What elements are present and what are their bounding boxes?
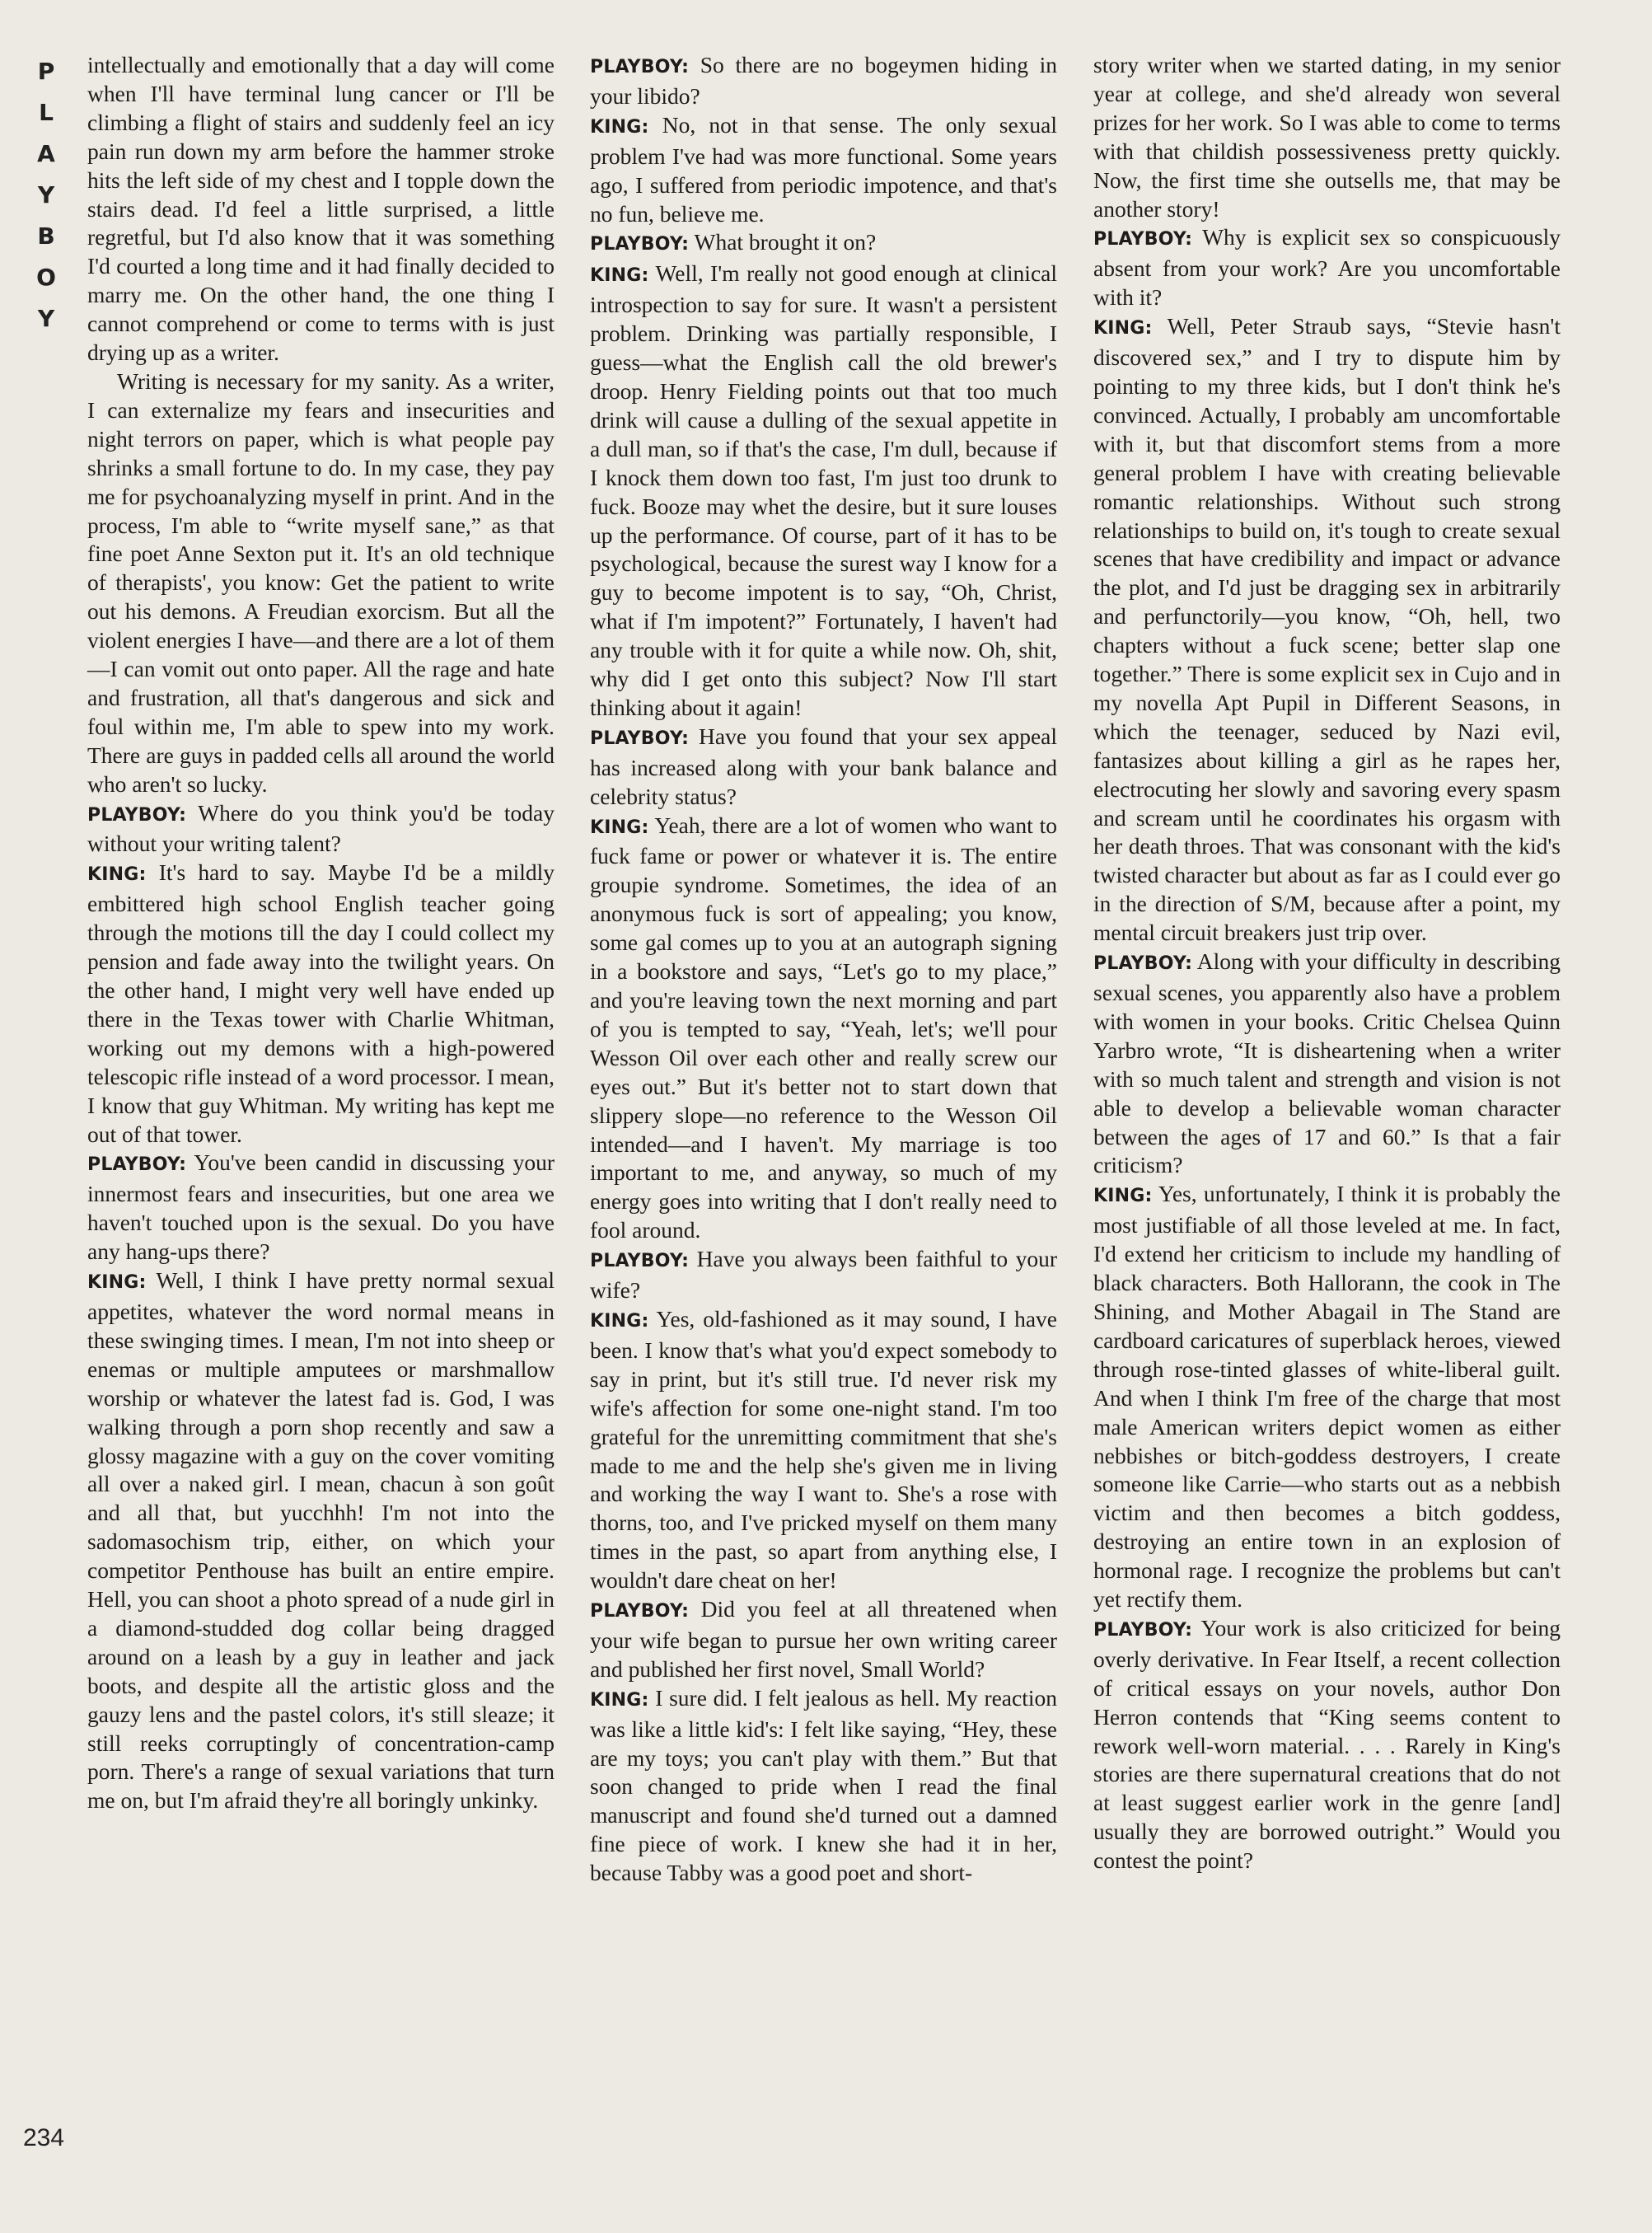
paragraph-text: Yes, unfortunately, I think it is probably the most justifiable of all those leveled at me. In fact, I'd extend her criticism to include my handling of black characters. Both Hallorann, the cook in The Shining, and Mother Abagail in The Stand are cardboard caricatures of superblack heroes, viewed through rose-tinted glasses of white-liberal guilt. And when I think I'm free of the charge that most male American writers depict women as either nebbishes or bitch-goddess destroyers, I create someone like Carrie—who starts out as a nebbish victim and then becomes a bitch goddess, destroying an entire town in an explosion of hormonal rage. I recognize the problems but can't yet rectify them.: [1093, 1181, 1561, 1613]
paragraph-text: Well, I'm really not good enough at clinical introspection to say for sure. It wasn't a persistent problem. Drinking was partially responsible, I guess—what the English call the old brewer's droop. Henry Fielding points out that too much drink will cause a dulling of the sexual appetite in a dull man, so if that's the case, I'm dull, because if I knock them down too fast, I'm just too drunk to fuck. Booze may whet the desire, but it sure louses up the performance. Of course, part of it has to be psychological, because the surest way I know for a guy to become impotent is to say, “Oh, Christ, what if I'm impotent?” Fortunately, I haven't had any trouble with it for quite a while now. Oh, shit, why did I get onto this subject? Now I'll start thinking about it again!: [590, 260, 1057, 720]
speaker-label: PLAYBOY:: [1093, 229, 1193, 250]
sidebar-letter: O: [36, 264, 56, 291]
paragraph-text: It's hard to say. Maybe I'd be a mildly embittered high school English teacher going through the motions till the day I could collect my pension and fade away into the twilight years. On the other hand, I might very well have ended up there in the Texas tower with Charlie Whitman, working out my demons with a high-powered telescopic rifle instead of a word processor. I mean, I know that guy Whitman. My writing has kept me out of that tower.: [87, 859, 555, 1147]
paragraph-text: Have you always been faithful to your wife?: [590, 1246, 1057, 1304]
paragraph: [1093, 312, 1561, 948]
paragraph: [1093, 1614, 1561, 1875]
speaker-label: PLAYBOY:: [1093, 1619, 1193, 1641]
paragraph: [590, 111, 1057, 229]
paragraph: [590, 1684, 1057, 1888]
paragraph-text: Why is explicit sex so conspicuously absent from your work? Are you uncomfortable with it?: [1093, 224, 1561, 311]
sidebar-letter: B: [37, 222, 55, 250]
speaker-label: KING:: [1093, 1186, 1153, 1207]
speaker-label: PLAYBOY:: [87, 804, 187, 826]
magazine-sidebar-title: [30, 51, 63, 339]
paragraph-text: Where do you think you'd be today without your writing talent?: [87, 799, 555, 857]
paragraph: [1093, 1180, 1561, 1614]
speaker-label: PLAYBOY:: [590, 728, 690, 749]
paragraph-text: No, not in that sense. The only sexual problem I've had was more functional. Some years ago, I suffered from periodic impotence, and that's no fun, believe me.: [590, 111, 1058, 227]
sidebar-letter: Y: [37, 305, 55, 332]
paragraph: [87, 51, 555, 367]
paragraph: [590, 723, 1057, 812]
speaker-label: PLAYBOY:: [590, 234, 690, 255]
paragraph: [87, 859, 555, 1149]
speaker-label: PLAYBOY:: [590, 1601, 690, 1622]
paragraph: [1093, 223, 1561, 312]
paragraph-text: Yes, old-fashioned as it may sound, I have been. I know that's what you'd expect somebody to say in print, but it's still true. I'd never risk my wife's affection for some one-night stand. I'm too grateful for the unremitting commitment that she's made to me and the help she's given me in living and working the way I want to. She's a rose with thorns, too, and I've pricked myself on them many times in the past, so apart from anything else, I wouldn't dare cheat on her!: [590, 1305, 1058, 1594]
sidebar-letter: L: [39, 99, 54, 126]
speaker-label: KING:: [1093, 318, 1153, 339]
speaker-label: PLAYBOY:: [87, 1154, 187, 1176]
paragraph-text: Well, I think I have pretty normal sexual appetites, whatever the word normal means in these swinging times. I mean, I'm not into sheep or enemas or multiple amputees or marshmallow worship or whatever the latest fad is. God, I was walking through a porn shop recently and saw a glossy magazine with a guy on the cover vomiting all over a naked girl. I mean, chacun à son goût and all that, but yucchhh! I'm not into the sadomasochism trip, either, on which your competitor Penthouse has built an entire empire. Hell, you can shoot a photo spread of a nude girl in a diamond-studded dog collar being dragged around on a leash by a guy in leather and jack boots, and despite all the artistic gloss and the gauzy lens and the pastel colors, it's still sleaze; it still reeks corruptingly of concentration-camp porn. There's a range of sexual variations that turn me on, but I'm afraid they're all boringly unkinky.: [87, 1267, 555, 1814]
paragraph-text: Have you found that your sex appeal has increased along with your bank balance and celebrity status?: [590, 723, 1057, 809]
paragraph-text: You've been candid in discussing your innermost fears and insecurities, but one area we haven't touched upon is the sexual. Do you have any hang-ups there?: [87, 1149, 555, 1265]
speaker-label: KING:: [590, 265, 649, 287]
speaker-label: PLAYBOY:: [1093, 953, 1193, 975]
speaker-label: KING:: [590, 817, 649, 838]
paragraph: [1093, 948, 1561, 1180]
text-column-2: [590, 51, 1057, 1888]
sidebar-letter: Y: [37, 181, 55, 208]
paragraph: [87, 1149, 555, 1266]
paragraph: [87, 1266, 555, 1815]
paragraph: [590, 228, 1057, 260]
paragraph-text: intellectually and emotionally that a day will come when I'll have terminal lung cancer or I'll be climbing a flight of stairs and suddenly feel an icy pain run down my arm before the hammer stroke hits the left side of my chest and I topple down the stairs dead. I'd feel a little surprised, a little regretful, but I'd also know that it was something I'd courted a long time and it had finally decided to marry me. On the other hand, the one thing I cannot comprehend or come to terms with is just drying up as a writer.: [87, 52, 555, 366]
text-column-1: [87, 51, 555, 1815]
paragraph-text: I sure did. I felt jealous as hell. My reaction was like a little kid's: I felt like saying, “Hey, these are my toys; you can't play with them.” But that soon changed to pride when I read the final manuscript and found she'd turned out a damned fine piece of work. I knew she had it in her, because Tabby was a good poet and short-: [590, 1684, 1057, 1886]
paragraph-text: story writer when we started dating, in my senior year at college, and she'd already won several prizes for her work. So I was able to come to terms with that childish possessiveness pretty quickly. Now, the first time she outsells me, that may be another story!: [1093, 52, 1561, 222]
speaker-label: KING:: [87, 1272, 147, 1294]
text-column-3: [1093, 51, 1561, 1875]
speaker-label: PLAYBOY:: [590, 57, 690, 77]
speaker-label: KING:: [87, 864, 147, 886]
paragraph: [87, 367, 555, 799]
paragraph-text: Your work is also criticized for being overly derivative. In Fear Itself, a recent collection of critical essays on your novels, author Don Herron contends that “King seems content to rework well-worn material. . . . Rarely in King's stories are there supernatural creations that do not at least suggest earlier work in the genre [and] usually they are borrowed outright.” Would you contest the point?: [1093, 1614, 1561, 1874]
paragraph: [590, 1595, 1057, 1684]
paragraph-text: What brought it on?: [694, 229, 877, 255]
paragraph-text: Along with your difficulty in describing sexual scenes, you apparently also have a problem with women in your books. Critic Chelsea Quinn Yarbro wrote, “It is disheartening when a writer with so much talent and strength and vision is not able to develop a believable woman character between the ages of 17 and 60.” Is that a fair criticism?: [1093, 948, 1561, 1178]
paragraph-text: So there are no bogeymen hiding in your libido?: [590, 52, 1057, 109]
speaker-label: KING:: [590, 116, 649, 138]
speaker-label: KING:: [590, 1310, 649, 1332]
paragraph-text: Writing is necessary for my sanity. As a writer, I can externalize my fears and insecurities and night terrors on paper, which is what people pay shrinks a small fortune to do. In my case, they pay me for psychoanalyzing myself in print. And in the process, I'm able to “write myself sane,” as that fine poet Anne Sexton put it. It's an old technique of therapists', you know: Get the patient to write out his demons. A Freudian exorcism. But all the violent energies I have—and there are a lot of them—I can vomit out onto paper. All the rage and hate and frustration, all that's dangerous and sick and foul within me, I'm able to spew into my work. There are guys in padded cells all around the world who aren't so lucky.: [87, 367, 555, 797]
speaker-label: KING:: [590, 1689, 649, 1711]
paragraph-text: Did you feel at all threatened when your wife began to pursue her own writing career and published her first novel, Small World?: [590, 1596, 1058, 1682]
paragraph-text: Yeah, there are a lot of women who want to fuck fame or power or whatever it is. The entire groupie syndrome. Sometimes, the idea of an anonymous fuck is sort of appealing; you know, some gal comes up to you at an autograph signing in a bookstore and says, “Let's go to my place,” and you're leaving town the next morning and part of you is tempted to say, “Yeah, let's; we'll pour Wesson Oil over each other and really screw our eyes out.” But it's better not to start down that slippery slope—no reference to the Wesson Oil intended—and I haven't. My marriage is too important to me, and anyway, so much of my energy goes into writing that I don't really need to fool around.: [590, 812, 1058, 1243]
sidebar-letter: A: [37, 140, 55, 167]
paragraph: [590, 812, 1057, 1246]
paragraph: [590, 260, 1057, 723]
page-number: 234: [23, 2124, 65, 2151]
paragraph: [1093, 51, 1561, 223]
paragraph: [87, 799, 555, 859]
speaker-label: PLAYBOY:: [590, 1251, 690, 1272]
paragraph-text: Well, Peter Straub says, “Stevie hasn't discovered sex,” and I try to dispute him by pointing to my three kids, but I don't think he's convinced. Actually, I probably am uncomfortable with it, but that discomfort stems from a more general problem I have with creating believable romantic relationships. Without such strong relationships to build on, it's tough to create sexual scenes that have credibility and impact or advance the plot, and I'd just be dragging sex in arbitrarily and perfunctorily—you know, “Oh, hell, two chapters without a fuck scene; better slap one together.” There is some explicit sex in Cujo and in my novella Apt Pupil in Different Seasons, in which the teenager, seduced by Nazi evil, fantasizes about killing a girl as he rapes her, electrocuting her slowly and savoring every spasm and scream until he coordinates his orgasm with her death throes. That was consonant with the kid's twisted character but about as far as I could ever go in the direction of S/M, because after a point, my mental circuit breakers just trip over.: [1093, 313, 1561, 946]
paragraph: [590, 1245, 1057, 1305]
paragraph: [590, 1305, 1057, 1595]
paragraph: [590, 51, 1057, 111]
sidebar-letter: P: [37, 58, 55, 85]
